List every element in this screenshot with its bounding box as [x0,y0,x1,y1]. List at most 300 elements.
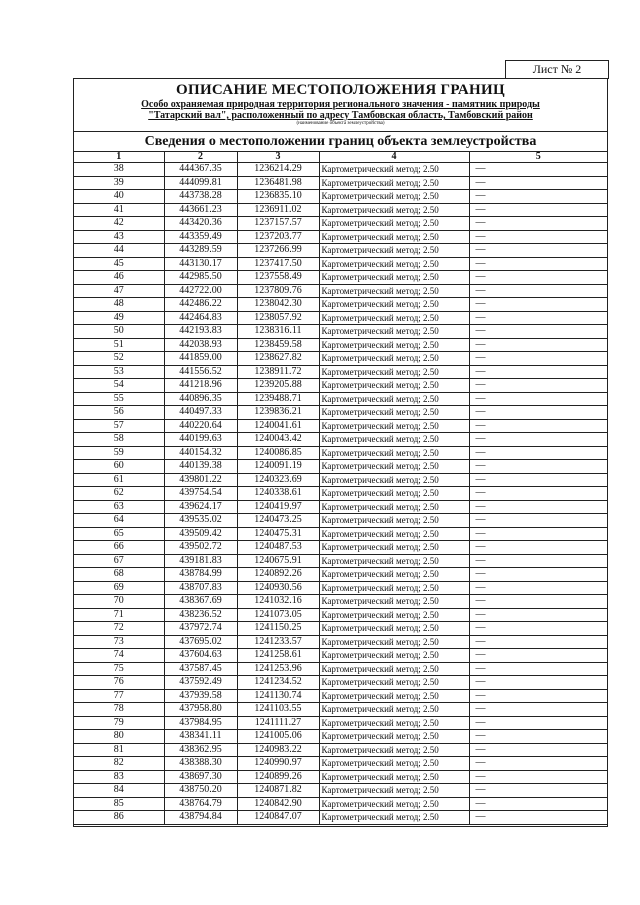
description-cell: — [469,527,607,541]
table-row [74,379,607,393]
x-coordinate-cell: 439535.02 [164,514,237,528]
description-cell: — [469,433,607,447]
x-coordinate-cell: 444099.81 [164,176,237,190]
sheet-number-box [505,60,609,79]
x-coordinate-cell: 442722.00 [164,284,237,298]
y-coordinate-cell: 1237558.49 [237,271,319,285]
point-number-cell: 53 [74,365,164,379]
sheet-number-label: Лист № 2 [532,62,582,76]
point-number-cell: 66 [74,541,164,555]
method-cell: Картометрический метод; 2.50 [319,446,469,460]
point-number-cell: 77 [74,689,164,703]
y-coordinate-cell: 1236214.29 [237,163,319,177]
table-row [74,770,607,784]
description-cell: — [469,797,607,811]
description-cell: — [469,676,607,690]
method-cell: Картометрический метод; 2.50 [319,635,469,649]
x-coordinate-cell: 438707.83 [164,581,237,595]
x-coordinate-cell: 438784.99 [164,568,237,582]
x-coordinate-cell: 438388.30 [164,757,237,771]
point-number-cell: 75 [74,662,164,676]
description-cell: — [469,230,607,244]
description-cell: — [469,298,607,312]
x-coordinate-cell: 439502.72 [164,541,237,555]
description-cell: — [469,716,607,730]
method-cell: Картометрический метод; 2.50 [319,379,469,393]
description-cell: — [469,257,607,271]
point-number-cell: 68 [74,568,164,582]
table-row [74,352,607,366]
point-number-cell: 47 [74,284,164,298]
x-coordinate-cell: 438362.95 [164,743,237,757]
description-cell: — [469,595,607,609]
column-header-4: 4 [319,152,469,163]
point-number-cell: 42 [74,217,164,231]
point-number-cell: 60 [74,460,164,474]
x-coordinate-cell: 437939.58 [164,689,237,703]
table-row [74,784,607,798]
method-cell: Картометрический метод; 2.50 [319,365,469,379]
x-coordinate-cell: 441218.96 [164,379,237,393]
description-cell: — [469,406,607,420]
y-coordinate-cell: 1240892.26 [237,568,319,582]
y-coordinate-cell: 1241032.16 [237,595,319,609]
y-coordinate-cell: 1239836.21 [237,406,319,420]
description-cell: — [469,811,607,825]
point-number-cell: 41 [74,203,164,217]
description-cell: — [469,311,607,325]
y-coordinate-cell: 1240930.56 [237,581,319,595]
method-cell: Картометрический метод; 2.50 [319,784,469,798]
x-coordinate-cell: 443661.23 [164,203,237,217]
table-row [74,527,607,541]
y-coordinate-cell: 1237266.99 [237,244,319,258]
x-coordinate-cell: 440199.63 [164,433,237,447]
method-cell: Картометрический метод; 2.50 [319,406,469,420]
y-coordinate-cell: 1240041.61 [237,419,319,433]
table-row [74,568,607,582]
table-row [74,676,607,690]
method-cell: Картометрический метод; 2.50 [319,338,469,352]
method-cell: Картометрический метод; 2.50 [319,608,469,622]
x-coordinate-cell: 437984.95 [164,716,237,730]
point-number-cell: 80 [74,730,164,744]
x-coordinate-cell: 439801.22 [164,473,237,487]
description-cell: — [469,271,607,285]
y-coordinate-cell: 1241234.52 [237,676,319,690]
table-row [74,811,607,825]
method-cell: Картометрический метод; 2.50 [319,568,469,582]
x-coordinate-cell: 439624.17 [164,500,237,514]
coordinates-table [74,152,607,825]
table-row [74,284,607,298]
x-coordinate-cell: 442985.50 [164,271,237,285]
table-body [74,163,607,825]
description-cell: — [469,163,607,177]
description-cell: — [469,662,607,676]
method-cell: Картометрический метод; 2.50 [319,730,469,744]
point-number-cell: 46 [74,271,164,285]
method-cell: Картометрический метод; 2.50 [319,649,469,663]
method-cell: Картометрический метод; 2.50 [319,662,469,676]
table-row [74,433,607,447]
method-cell: Картометрический метод; 2.50 [319,757,469,771]
y-coordinate-cell: 1241258.61 [237,649,319,663]
y-coordinate-cell: 1238459.58 [237,338,319,352]
table-row [74,446,607,460]
method-cell: Картометрический метод; 2.50 [319,541,469,555]
description-cell: — [469,757,607,771]
table-row [74,716,607,730]
column-header-5: 5 [469,152,607,163]
x-coordinate-cell: 437587.45 [164,662,237,676]
x-coordinate-cell: 441556.52 [164,365,237,379]
description-cell: — [469,284,607,298]
x-coordinate-cell: 441859.00 [164,352,237,366]
table-row [74,257,607,271]
method-cell: Картометрический метод; 2.50 [319,352,469,366]
y-coordinate-cell: 1241130.74 [237,689,319,703]
x-coordinate-cell: 443289.59 [164,244,237,258]
point-number-cell: 74 [74,649,164,663]
method-cell: Картометрический метод; 2.50 [319,284,469,298]
description-cell: — [469,635,607,649]
table-row [74,163,607,177]
x-coordinate-cell: 440896.35 [164,392,237,406]
x-coordinate-cell: 443420.36 [164,217,237,231]
description-cell: — [469,554,607,568]
x-coordinate-cell: 439509.42 [164,527,237,541]
method-cell: Картометрический метод; 2.50 [319,460,469,474]
description-cell: — [469,392,607,406]
table-row [74,217,607,231]
method-cell: Картометрический метод; 2.50 [319,770,469,784]
table-row [74,635,607,649]
method-cell: Картометрический метод; 2.50 [319,595,469,609]
point-number-cell: 86 [74,811,164,825]
method-cell: Картометрический метод; 2.50 [319,433,469,447]
column-header-2: 2 [164,152,237,163]
x-coordinate-cell: 442038.93 [164,338,237,352]
method-cell: Картометрический метод; 2.50 [319,298,469,312]
y-coordinate-cell: 1240871.82 [237,784,319,798]
point-number-cell: 71 [74,608,164,622]
description-cell: — [469,244,607,258]
point-number-cell: 73 [74,635,164,649]
document-frame [73,78,608,827]
table-row [74,176,607,190]
x-coordinate-cell: 437695.02 [164,635,237,649]
y-coordinate-cell: 1240847.07 [237,811,319,825]
method-cell: Картометрический метод; 2.50 [319,554,469,568]
description-cell: — [469,338,607,352]
x-coordinate-cell: 438236.52 [164,608,237,622]
description-cell: — [469,176,607,190]
table-row [74,311,607,325]
y-coordinate-cell: 1238316.11 [237,325,319,339]
point-number-cell: 52 [74,352,164,366]
point-number-cell: 48 [74,298,164,312]
method-cell: Картометрический метод; 2.50 [319,190,469,204]
y-coordinate-cell: 1239488.71 [237,392,319,406]
method-cell: Картометрический метод; 2.50 [319,230,469,244]
x-coordinate-cell: 437604.63 [164,649,237,663]
table-row [74,271,607,285]
x-coordinate-cell: 440497.33 [164,406,237,420]
description-cell: — [469,325,607,339]
point-number-cell: 40 [74,190,164,204]
table-row [74,608,607,622]
description-cell: — [469,419,607,433]
table-row [74,419,607,433]
x-coordinate-cell: 437592.49 [164,676,237,690]
method-cell: Картометрический метод; 2.50 [319,257,469,271]
point-number-cell: 72 [74,622,164,636]
y-coordinate-cell: 1241233.57 [237,635,319,649]
y-coordinate-cell: 1240487.53 [237,541,319,555]
x-coordinate-cell: 442193.83 [164,325,237,339]
method-cell: Картометрический метод; 2.50 [319,271,469,285]
x-coordinate-cell: 442486.22 [164,298,237,312]
x-coordinate-cell: 443359.49 [164,230,237,244]
y-coordinate-cell: 1240983.22 [237,743,319,757]
y-coordinate-cell: 1241253.96 [237,662,319,676]
method-cell: Картометрический метод; 2.50 [319,797,469,811]
y-coordinate-cell: 1238911.72 [237,365,319,379]
table-row [74,500,607,514]
method-cell: Картометрический метод; 2.50 [319,703,469,717]
y-coordinate-cell: 1240419.97 [237,500,319,514]
method-cell: Картометрический метод; 2.50 [319,676,469,690]
point-number-cell: 78 [74,703,164,717]
y-coordinate-cell: 1240990.97 [237,757,319,771]
point-number-cell: 54 [74,379,164,393]
y-coordinate-cell: 1236911.02 [237,203,319,217]
point-number-cell: 70 [74,595,164,609]
table-row [74,190,607,204]
description-cell: — [469,500,607,514]
point-number-cell: 62 [74,487,164,501]
description-cell: — [469,514,607,528]
table-row [74,595,607,609]
method-cell: Картометрический метод; 2.50 [319,217,469,231]
point-number-cell: 81 [74,743,164,757]
description-cell: — [469,379,607,393]
x-coordinate-cell: 442464.83 [164,311,237,325]
x-coordinate-cell: 437972.74 [164,622,237,636]
point-number-cell: 38 [74,163,164,177]
subtitle-note: (наименование объекта землеустройства) [296,121,385,126]
point-number-cell: 61 [74,473,164,487]
table-row [74,689,607,703]
table-row [74,298,607,312]
table-row [74,757,607,771]
y-coordinate-cell: 1240475.31 [237,527,319,541]
table-row [74,392,607,406]
description-cell: — [469,203,607,217]
point-number-cell: 59 [74,446,164,460]
table-row [74,554,607,568]
method-cell: Картометрический метод; 2.50 [319,527,469,541]
table-row [74,649,607,663]
description-cell: — [469,541,607,555]
point-number-cell: 79 [74,716,164,730]
y-coordinate-cell: 1241103.55 [237,703,319,717]
description-cell: — [469,770,607,784]
x-coordinate-cell: 443738.28 [164,190,237,204]
point-number-cell: 56 [74,406,164,420]
point-number-cell: 67 [74,554,164,568]
description-cell: — [469,581,607,595]
method-cell: Картометрический метод; 2.50 [319,419,469,433]
point-number-cell: 65 [74,527,164,541]
y-coordinate-cell: 1240086.85 [237,446,319,460]
y-coordinate-cell: 1241111.27 [237,716,319,730]
x-coordinate-cell: 438367.69 [164,595,237,609]
method-cell: Картометрический метод; 2.50 [319,176,469,190]
y-coordinate-cell: 1239205.88 [237,379,319,393]
point-number-cell: 51 [74,338,164,352]
y-coordinate-cell: 1238627.82 [237,352,319,366]
table-row [74,487,607,501]
y-coordinate-cell: 1240338.61 [237,487,319,501]
point-number-cell: 50 [74,325,164,339]
x-coordinate-cell: 438750.20 [164,784,237,798]
description-cell: — [469,190,607,204]
point-number-cell: 44 [74,244,164,258]
y-coordinate-cell: 1240323.69 [237,473,319,487]
method-cell: Картометрический метод; 2.50 [319,500,469,514]
point-number-cell: 76 [74,676,164,690]
point-number-cell: 55 [74,392,164,406]
description-cell: — [469,365,607,379]
description-cell: — [469,473,607,487]
point-number-cell: 57 [74,419,164,433]
table-row [74,581,607,595]
y-coordinate-cell: 1241073.05 [237,608,319,622]
point-number-cell: 82 [74,757,164,771]
method-cell: Картометрический метод; 2.50 [319,163,469,177]
table-row [74,662,607,676]
point-number-cell: 85 [74,797,164,811]
method-cell: Картометрический метод; 2.50 [319,743,469,757]
x-coordinate-cell: 440220.64 [164,419,237,433]
x-coordinate-cell: 440139.38 [164,460,237,474]
y-coordinate-cell: 1240899.26 [237,770,319,784]
y-coordinate-cell: 1237809.76 [237,284,319,298]
point-number-cell: 63 [74,500,164,514]
description-cell: — [469,568,607,582]
table-row [74,460,607,474]
method-cell: Картометрический метод; 2.50 [319,487,469,501]
table-row [74,338,607,352]
x-coordinate-cell: 440154.32 [164,446,237,460]
table-row [74,622,607,636]
table-row [74,743,607,757]
table-row [74,541,607,555]
subtitle-line-1: Особо охраняемая природная территория регионального значения - памятник природы [141,99,540,110]
point-number-cell: 69 [74,581,164,595]
x-coordinate-cell: 438764.79 [164,797,237,811]
x-coordinate-cell: 444367.35 [164,163,237,177]
description-cell: — [469,784,607,798]
method-cell: Картометрический метод; 2.50 [319,473,469,487]
x-coordinate-cell: 438794.84 [164,811,237,825]
table-row [74,244,607,258]
table-row [74,365,607,379]
method-cell: Картометрический метод; 2.50 [319,581,469,595]
description-cell: — [469,622,607,636]
table-row [74,514,607,528]
point-number-cell: 58 [74,433,164,447]
column-header-1: 1 [74,152,164,163]
table-row [74,473,607,487]
document-header [74,79,607,132]
point-number-cell: 49 [74,311,164,325]
method-cell: Картометрический метод; 2.50 [319,689,469,703]
point-number-cell: 39 [74,176,164,190]
y-coordinate-cell: 1237203.77 [237,230,319,244]
subtitle-line-2: "Татарский вал", расположенный по адресу Тамбовская область, Тамбовский район [148,110,533,121]
method-cell: Картометрический метод; 2.50 [319,203,469,217]
x-coordinate-cell: 438697.30 [164,770,237,784]
description-cell: — [469,608,607,622]
point-number-cell: 84 [74,784,164,798]
point-number-cell: 83 [74,770,164,784]
x-coordinate-cell: 437958.80 [164,703,237,717]
method-cell: Картометрический метод; 2.50 [319,514,469,528]
description-cell: — [469,352,607,366]
y-coordinate-cell: 1240473.25 [237,514,319,528]
y-coordinate-cell: 1237417.50 [237,257,319,271]
description-cell: — [469,743,607,757]
method-cell: Картометрический метод; 2.50 [319,716,469,730]
point-number-cell: 64 [74,514,164,528]
description-cell: — [469,446,607,460]
description-cell: — [469,730,607,744]
y-coordinate-cell: 1236835.10 [237,190,319,204]
y-coordinate-cell: 1238042.30 [237,298,319,312]
x-coordinate-cell: 439754.54 [164,487,237,501]
description-cell: — [469,689,607,703]
section-title: Сведения о местоположении границ объекта землеустройства [74,132,607,152]
table-row [74,203,607,217]
y-coordinate-cell: 1240043.42 [237,433,319,447]
x-coordinate-cell: 438341.11 [164,730,237,744]
y-coordinate-cell: 1240842.90 [237,797,319,811]
table-header-row [74,152,607,163]
method-cell: Картометрический метод; 2.50 [319,311,469,325]
description-cell: — [469,217,607,231]
description-cell: — [469,703,607,717]
table-row [74,325,607,339]
table-row [74,230,607,244]
method-cell: Картометрический метод; 2.50 [319,244,469,258]
description-cell: — [469,487,607,501]
table-row [74,797,607,811]
point-number-cell: 43 [74,230,164,244]
document-title: ОПИСАНИЕ МЕСТОПОЛОЖЕНИЯ ГРАНИЦ [176,82,505,98]
method-cell: Картометрический метод; 2.50 [319,622,469,636]
description-cell: — [469,649,607,663]
x-coordinate-cell: 439181.83 [164,554,237,568]
y-coordinate-cell: 1236481.98 [237,176,319,190]
table-row [74,730,607,744]
method-cell: Картометрический метод; 2.50 [319,811,469,825]
method-cell: Картометрический метод; 2.50 [319,325,469,339]
column-header-3: 3 [237,152,319,163]
y-coordinate-cell: 1240091.19 [237,460,319,474]
